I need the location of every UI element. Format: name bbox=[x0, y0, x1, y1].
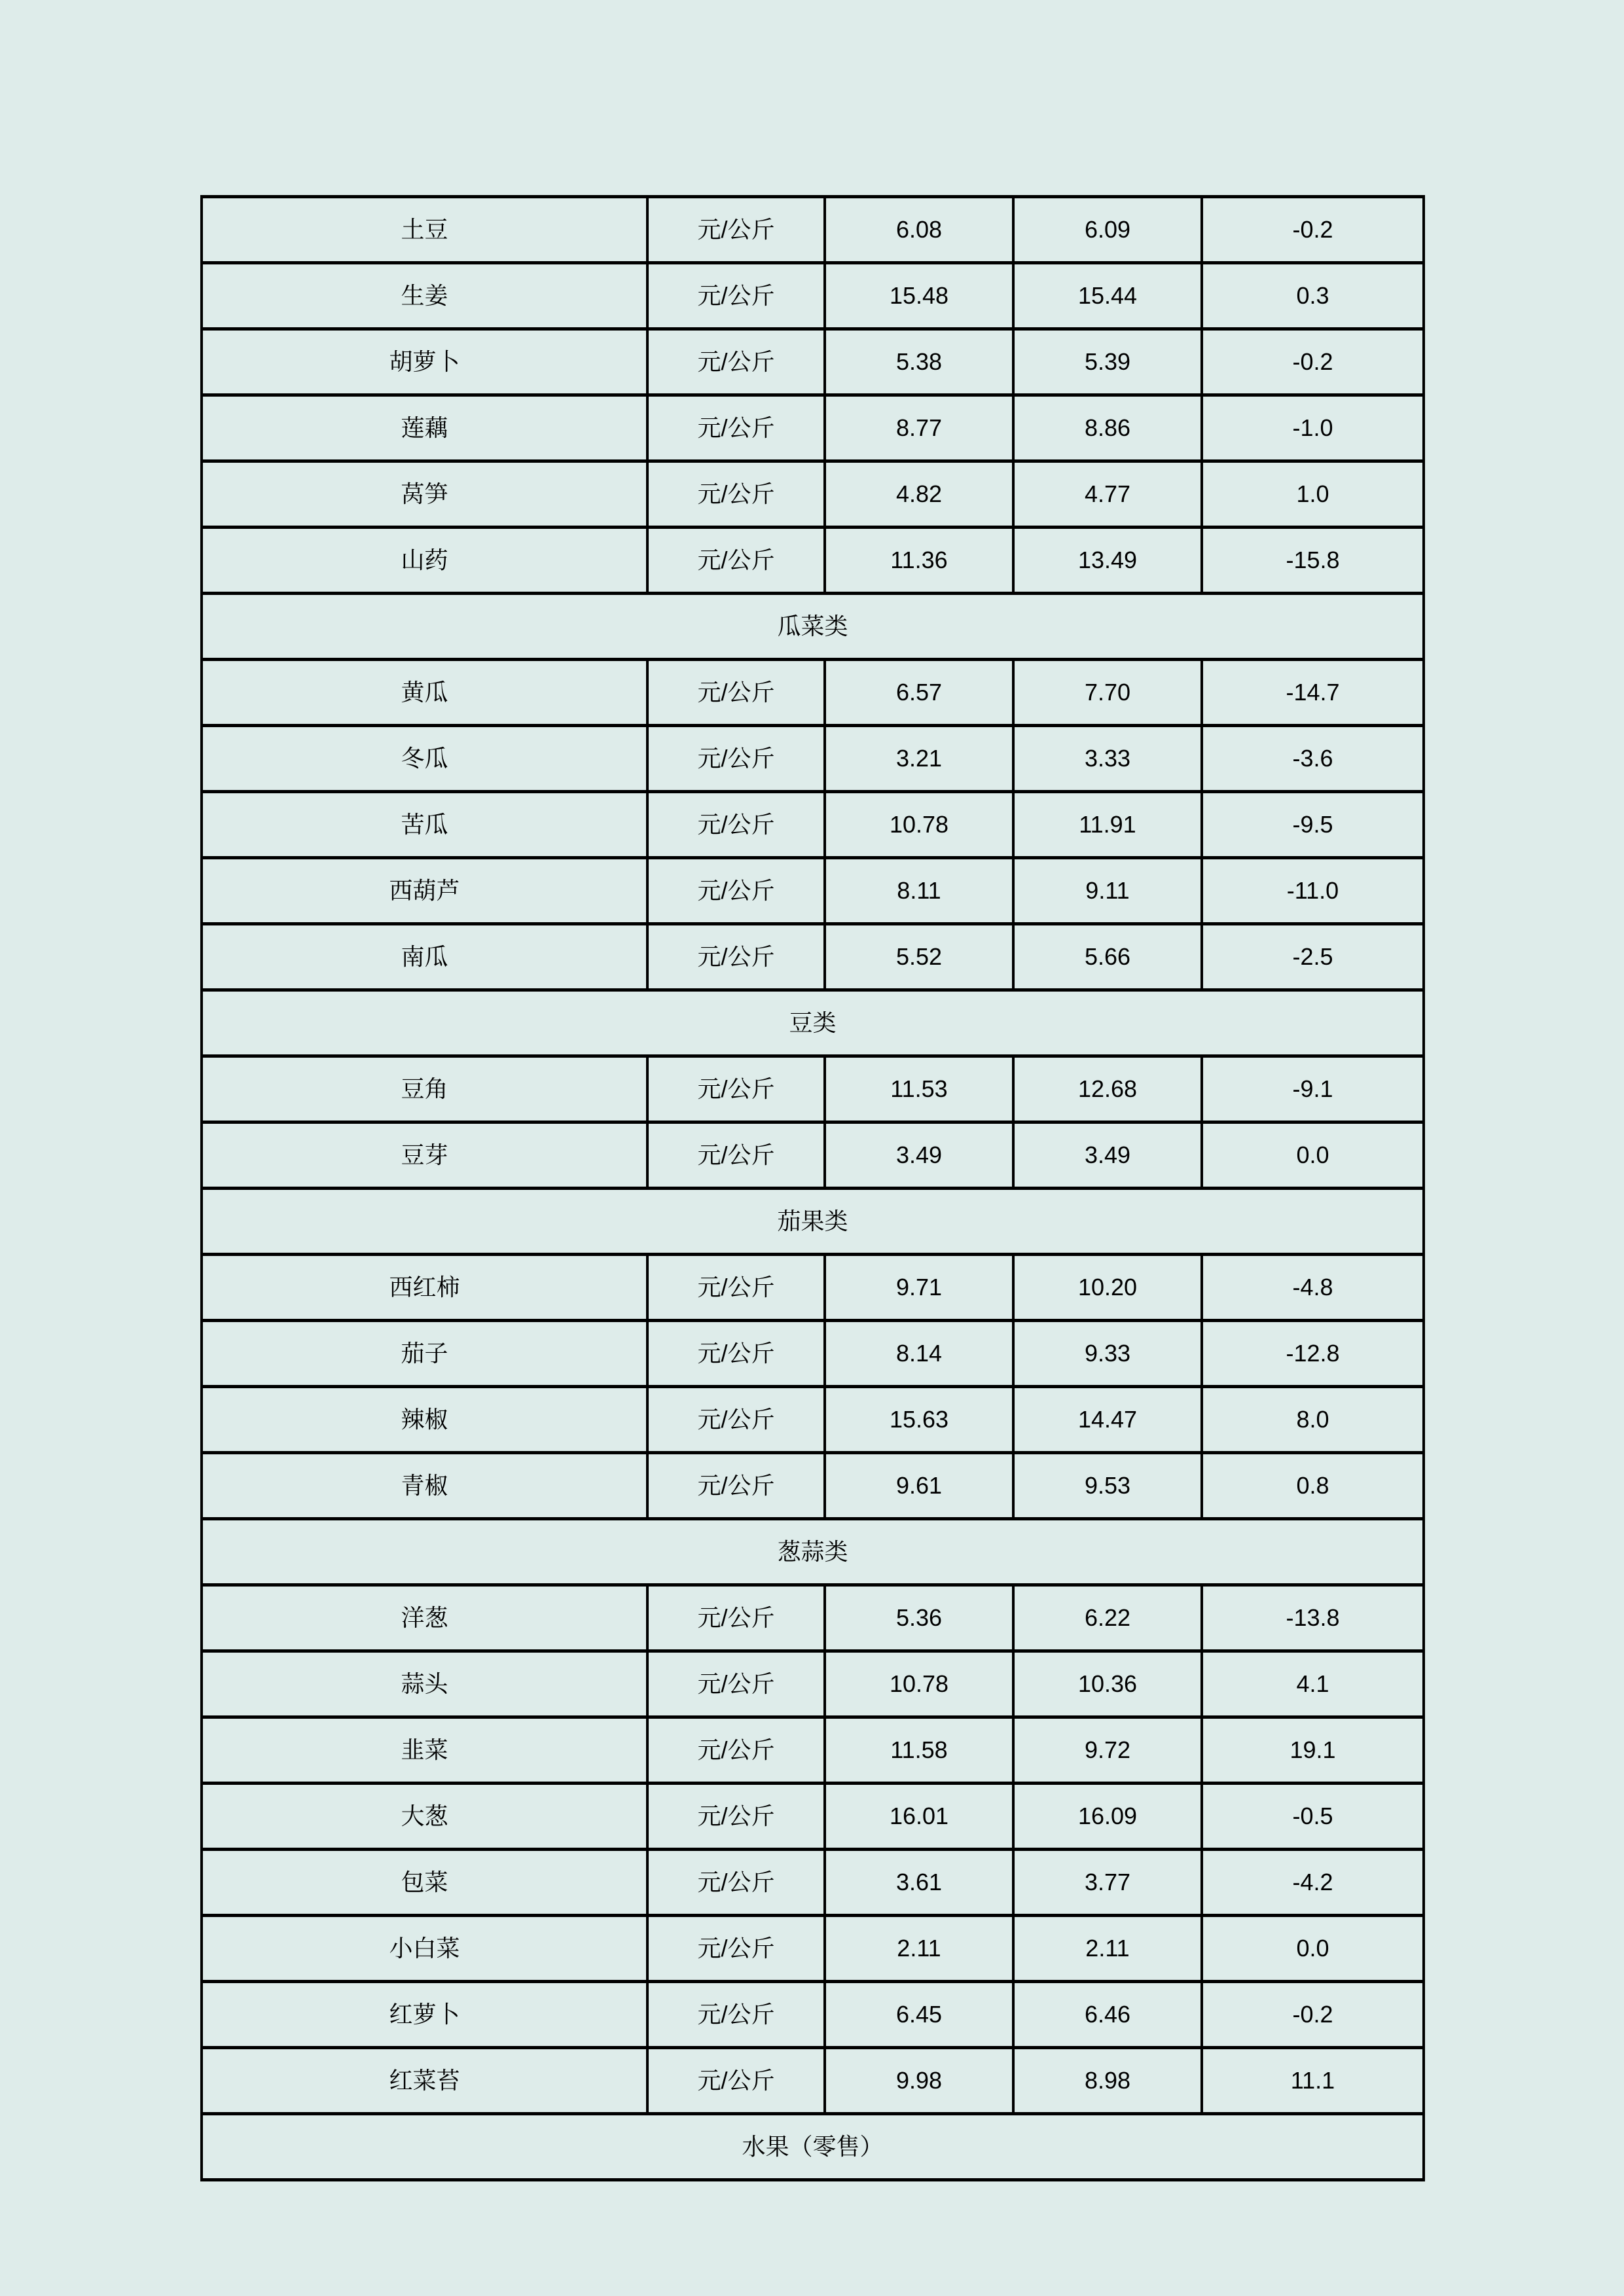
table-row bbox=[202, 1717, 1424, 1784]
cell-price: 6.08 bbox=[825, 197, 1013, 263]
cell-unit: 元/公斤 bbox=[647, 329, 825, 395]
cell-unit: 元/公斤 bbox=[647, 792, 825, 858]
cell-prev: 6.46 bbox=[1013, 1982, 1202, 2048]
cell-name: 西红柿 bbox=[202, 1255, 647, 1321]
cell-name: 茄子 bbox=[202, 1321, 647, 1387]
table-row bbox=[202, 329, 1424, 395]
cell-change: 4.1 bbox=[1202, 1651, 1424, 1717]
cell-price: 8.77 bbox=[825, 395, 1013, 461]
cell-price: 6.45 bbox=[825, 1982, 1013, 2048]
cell-prev: 5.66 bbox=[1013, 924, 1202, 990]
cell-price: 8.11 bbox=[825, 858, 1013, 924]
cell-name: 豆角 bbox=[202, 1056, 647, 1122]
cell-price: 10.78 bbox=[825, 792, 1013, 858]
cell-unit: 元/公斤 bbox=[647, 461, 825, 528]
cell-price: 9.71 bbox=[825, 1255, 1013, 1321]
cell-name: 莲藕 bbox=[202, 395, 647, 461]
cell-price: 8.14 bbox=[825, 1321, 1013, 1387]
table-row bbox=[202, 461, 1424, 528]
cell-prev: 5.39 bbox=[1013, 329, 1202, 395]
cell-prev: 6.09 bbox=[1013, 197, 1202, 263]
cell-change: -12.8 bbox=[1202, 1321, 1424, 1387]
cell-price: 5.36 bbox=[825, 1585, 1013, 1651]
cell-change: 0.8 bbox=[1202, 1453, 1424, 1519]
cell-unit: 元/公斤 bbox=[647, 1255, 825, 1321]
cell-change: 11.1 bbox=[1202, 2048, 1424, 2114]
cell-unit: 元/公斤 bbox=[647, 2048, 825, 2114]
cell-change: -0.2 bbox=[1202, 1982, 1424, 2048]
cell-unit: 元/公斤 bbox=[647, 1651, 825, 1717]
cell-name: 小白菜 bbox=[202, 1916, 647, 1982]
cell-unit: 元/公斤 bbox=[647, 1916, 825, 1982]
cell-name: 红萝卜 bbox=[202, 1982, 647, 2048]
cell-price: 16.01 bbox=[825, 1784, 1013, 1850]
cell-change: -1.0 bbox=[1202, 395, 1424, 461]
cell-price: 3.61 bbox=[825, 1850, 1013, 1916]
cell-prev: 11.91 bbox=[1013, 792, 1202, 858]
section-header-row bbox=[202, 594, 1424, 660]
section-header-row bbox=[202, 1519, 1424, 1585]
cell-price: 3.21 bbox=[825, 726, 1013, 792]
cell-unit: 元/公斤 bbox=[647, 395, 825, 461]
cell-name: 豆芽 bbox=[202, 1122, 647, 1189]
cell-name: 西葫芦 bbox=[202, 858, 647, 924]
cell-unit: 元/公斤 bbox=[647, 1717, 825, 1784]
cell-change: -15.8 bbox=[1202, 528, 1424, 594]
table-row bbox=[202, 924, 1424, 990]
cell-name: 青椒 bbox=[202, 1453, 647, 1519]
cell-price: 11.53 bbox=[825, 1056, 1013, 1122]
cell-name: 土豆 bbox=[202, 197, 647, 263]
cell-prev: 9.11 bbox=[1013, 858, 1202, 924]
cell-prev: 3.77 bbox=[1013, 1850, 1202, 1916]
cell-name: 韭菜 bbox=[202, 1717, 647, 1784]
cell-price: 9.98 bbox=[825, 2048, 1013, 2114]
table-row bbox=[202, 1453, 1424, 1519]
cell-name: 黄瓜 bbox=[202, 660, 647, 726]
cell-unit: 元/公斤 bbox=[647, 1321, 825, 1387]
cell-unit: 元/公斤 bbox=[647, 1387, 825, 1453]
section-header-label: 水果（零售） bbox=[202, 2114, 1424, 2180]
cell-name: 莴笋 bbox=[202, 461, 647, 528]
cell-price: 2.11 bbox=[825, 1916, 1013, 1982]
cell-change: -11.0 bbox=[1202, 858, 1424, 924]
table-row bbox=[202, 2048, 1424, 2114]
cell-change: -4.8 bbox=[1202, 1255, 1424, 1321]
section-header-label: 茄果类 bbox=[202, 1189, 1424, 1255]
table-row bbox=[202, 1056, 1424, 1122]
cell-change: -0.2 bbox=[1202, 197, 1424, 263]
cell-prev: 13.49 bbox=[1013, 528, 1202, 594]
cell-unit: 元/公斤 bbox=[647, 1982, 825, 2048]
cell-change: 0.0 bbox=[1202, 1916, 1424, 1982]
table-row bbox=[202, 858, 1424, 924]
cell-name: 冬瓜 bbox=[202, 726, 647, 792]
table-row bbox=[202, 792, 1424, 858]
section-header-row bbox=[202, 2114, 1424, 2180]
cell-prev: 16.09 bbox=[1013, 1784, 1202, 1850]
cell-prev: 15.44 bbox=[1013, 263, 1202, 329]
cell-name: 大葱 bbox=[202, 1784, 647, 1850]
section-header-label: 瓜菜类 bbox=[202, 594, 1424, 660]
cell-name: 包菜 bbox=[202, 1850, 647, 1916]
cell-unit: 元/公斤 bbox=[647, 924, 825, 990]
table-row bbox=[202, 1784, 1424, 1850]
cell-name: 胡萝卜 bbox=[202, 329, 647, 395]
table-row bbox=[202, 1651, 1424, 1717]
cell-price: 4.82 bbox=[825, 461, 1013, 528]
cell-change: -2.5 bbox=[1202, 924, 1424, 990]
table-row bbox=[202, 263, 1424, 329]
cell-unit: 元/公斤 bbox=[647, 726, 825, 792]
section-header-label: 豆类 bbox=[202, 990, 1424, 1056]
cell-price: 6.57 bbox=[825, 660, 1013, 726]
table-row bbox=[202, 197, 1424, 263]
cell-unit: 元/公斤 bbox=[647, 263, 825, 329]
cell-unit: 元/公斤 bbox=[647, 197, 825, 263]
cell-prev: 3.49 bbox=[1013, 1122, 1202, 1189]
cell-prev: 7.70 bbox=[1013, 660, 1202, 726]
cell-price: 15.48 bbox=[825, 263, 1013, 329]
table-row bbox=[202, 528, 1424, 594]
cell-change: 0.0 bbox=[1202, 1122, 1424, 1189]
cell-change: 19.1 bbox=[1202, 1717, 1424, 1784]
section-header-row bbox=[202, 1189, 1424, 1255]
cell-prev: 9.33 bbox=[1013, 1321, 1202, 1387]
cell-name: 洋葱 bbox=[202, 1585, 647, 1651]
cell-name: 生姜 bbox=[202, 263, 647, 329]
section-header-label: 葱蒜类 bbox=[202, 1519, 1424, 1585]
cell-change: -0.2 bbox=[1202, 329, 1424, 395]
cell-name: 山药 bbox=[202, 528, 647, 594]
table-row bbox=[202, 1321, 1424, 1387]
cell-change: 8.0 bbox=[1202, 1387, 1424, 1453]
cell-unit: 元/公斤 bbox=[647, 660, 825, 726]
cell-change: -14.7 bbox=[1202, 660, 1424, 726]
table-row bbox=[202, 395, 1424, 461]
cell-price: 11.58 bbox=[825, 1717, 1013, 1784]
cell-unit: 元/公斤 bbox=[647, 1122, 825, 1189]
price-table bbox=[200, 195, 1425, 2181]
table-row bbox=[202, 726, 1424, 792]
cell-prev: 14.47 bbox=[1013, 1387, 1202, 1453]
cell-name: 南瓜 bbox=[202, 924, 647, 990]
cell-price: 15.63 bbox=[825, 1387, 1013, 1453]
section-header-row bbox=[202, 990, 1424, 1056]
cell-price: 9.61 bbox=[825, 1453, 1013, 1519]
cell-unit: 元/公斤 bbox=[647, 1585, 825, 1651]
cell-prev: 3.33 bbox=[1013, 726, 1202, 792]
table-row bbox=[202, 1255, 1424, 1321]
cell-unit: 元/公斤 bbox=[647, 1056, 825, 1122]
cell-prev: 12.68 bbox=[1013, 1056, 1202, 1122]
table-row bbox=[202, 1982, 1424, 2048]
cell-name: 红菜苔 bbox=[202, 2048, 647, 2114]
cell-change: -13.8 bbox=[1202, 1585, 1424, 1651]
table-row bbox=[202, 1122, 1424, 1189]
cell-prev: 9.53 bbox=[1013, 1453, 1202, 1519]
cell-prev: 8.86 bbox=[1013, 395, 1202, 461]
cell-change: -4.2 bbox=[1202, 1850, 1424, 1916]
cell-change: 1.0 bbox=[1202, 461, 1424, 528]
cell-name: 苦瓜 bbox=[202, 792, 647, 858]
table-row bbox=[202, 1916, 1424, 1982]
cell-prev: 10.36 bbox=[1013, 1651, 1202, 1717]
cell-unit: 元/公斤 bbox=[647, 1453, 825, 1519]
cell-change: 0.3 bbox=[1202, 263, 1424, 329]
cell-change: -3.6 bbox=[1202, 726, 1424, 792]
cell-unit: 元/公斤 bbox=[647, 528, 825, 594]
table-row bbox=[202, 1850, 1424, 1916]
cell-price: 5.38 bbox=[825, 329, 1013, 395]
cell-name: 辣椒 bbox=[202, 1387, 647, 1453]
cell-prev: 4.77 bbox=[1013, 461, 1202, 528]
cell-prev: 6.22 bbox=[1013, 1585, 1202, 1651]
cell-unit: 元/公斤 bbox=[647, 1784, 825, 1850]
cell-prev: 8.98 bbox=[1013, 2048, 1202, 2114]
cell-price: 10.78 bbox=[825, 1651, 1013, 1717]
cell-change: -0.5 bbox=[1202, 1784, 1424, 1850]
cell-price: 11.36 bbox=[825, 528, 1013, 594]
cell-name: 蒜头 bbox=[202, 1651, 647, 1717]
cell-change: -9.1 bbox=[1202, 1056, 1424, 1122]
cell-prev: 10.20 bbox=[1013, 1255, 1202, 1321]
cell-unit: 元/公斤 bbox=[647, 858, 825, 924]
table-row bbox=[202, 1585, 1424, 1651]
cell-prev: 2.11 bbox=[1013, 1916, 1202, 1982]
cell-prev: 9.72 bbox=[1013, 1717, 1202, 1784]
cell-unit: 元/公斤 bbox=[647, 1850, 825, 1916]
table-row bbox=[202, 660, 1424, 726]
cell-price: 5.52 bbox=[825, 924, 1013, 990]
cell-change: -9.5 bbox=[1202, 792, 1424, 858]
cell-price: 3.49 bbox=[825, 1122, 1013, 1189]
table-row bbox=[202, 1387, 1424, 1453]
